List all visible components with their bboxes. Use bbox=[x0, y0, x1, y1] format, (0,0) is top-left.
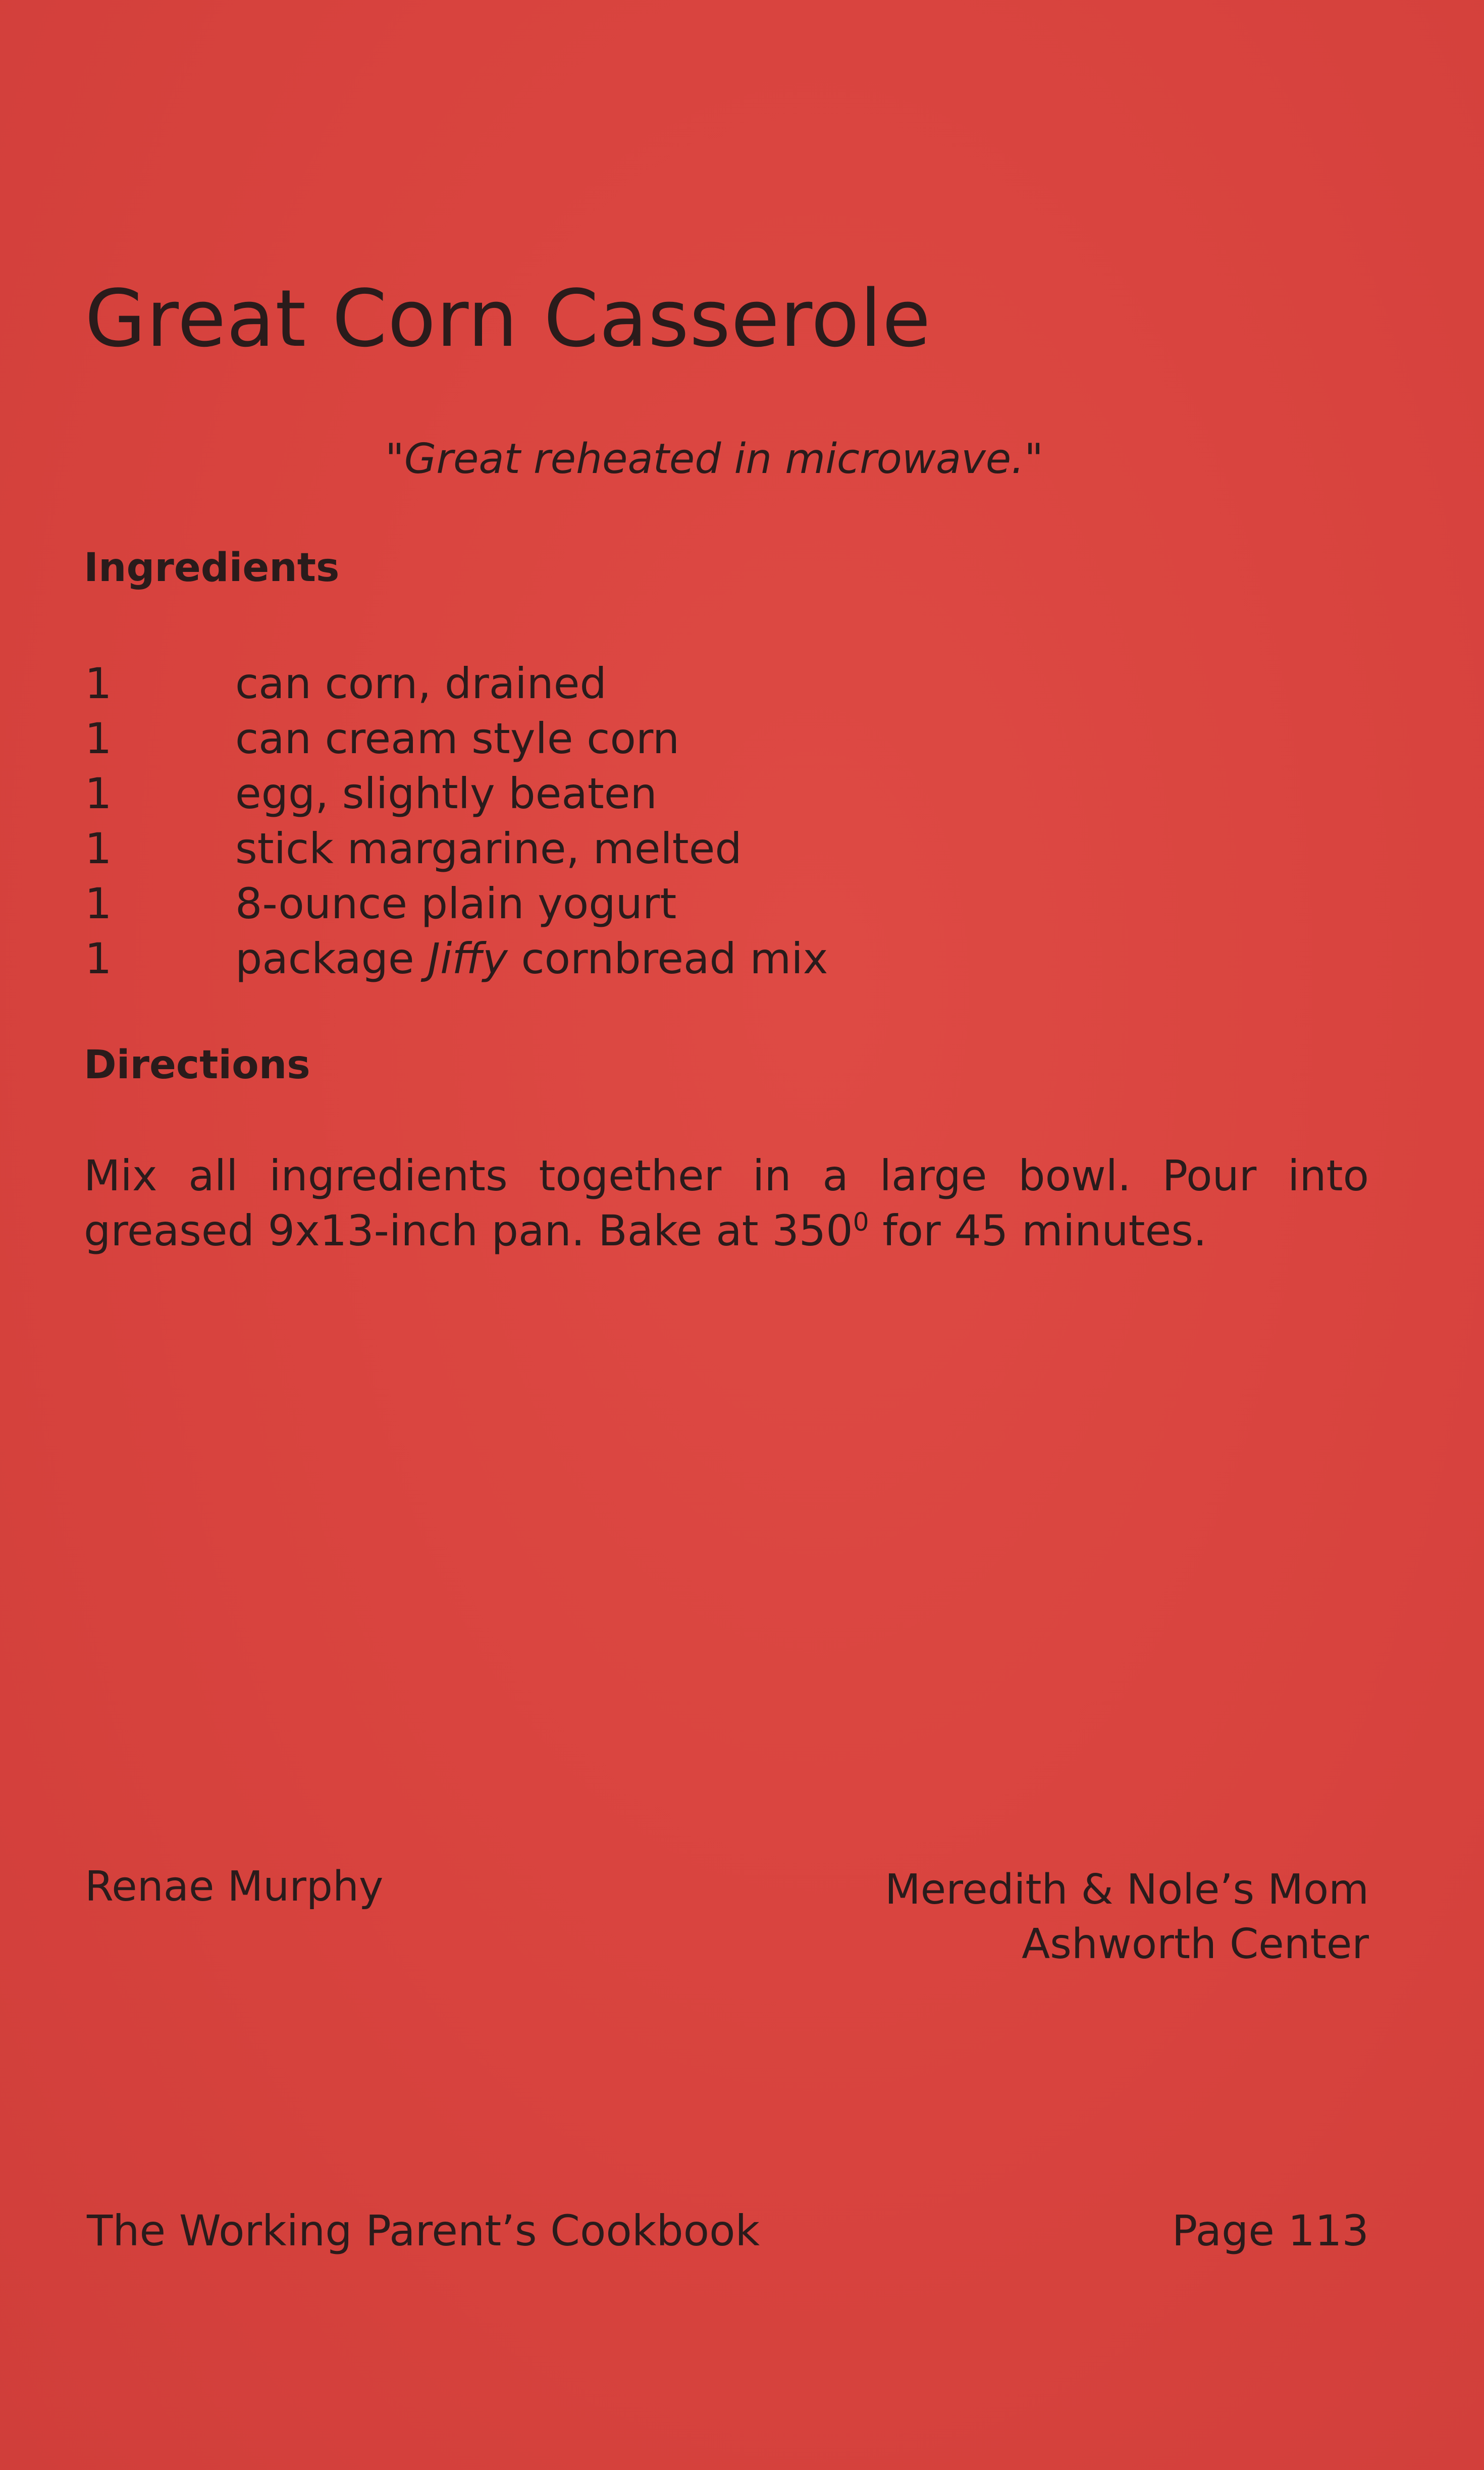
directions-body-end: for 45 minutes. bbox=[869, 1206, 1207, 1255]
ingredient-item bbox=[85, 821, 1347, 876]
contributor-affiliation bbox=[885, 1863, 1369, 1972]
ingredient-quantity: 1 bbox=[85, 824, 112, 873]
contributor-center: Ashworth Center bbox=[1022, 1920, 1369, 1968]
directions-heading: Directions bbox=[84, 1042, 310, 1088]
ingredient-quantity: 1 bbox=[85, 769, 112, 818]
ingredients-heading: Ingredients bbox=[84, 545, 340, 591]
ingredient-description: 8-ounce plain yogurt bbox=[235, 879, 677, 928]
degree-mark: 0 bbox=[853, 1207, 869, 1237]
ingredient-description: egg, slightly beaten bbox=[235, 769, 657, 818]
ingredient-text: package bbox=[235, 934, 428, 983]
brand-name: Jiffy bbox=[428, 934, 508, 983]
ingredient-quantity: 1 bbox=[85, 714, 112, 763]
contributor-relation: Meredith & Nole’s Mom bbox=[885, 1866, 1369, 1914]
ingredient-description: stick margarine, melted bbox=[235, 824, 742, 873]
page-number: Page 113 bbox=[1172, 2206, 1369, 2255]
ingredient-description: can corn, drained bbox=[235, 659, 607, 708]
ingredient-item bbox=[85, 766, 1347, 821]
ingredient-description: can cream style corn bbox=[235, 714, 680, 763]
book-title: The Working Parent’s Cookbook bbox=[87, 2206, 760, 2255]
ingredient-item bbox=[85, 711, 1347, 766]
recipe-quote: "Great reheated in microwave." bbox=[385, 435, 1043, 483]
directions-body: Mix all ingredients together in a large bowl. Pour into greased 9x13-inch pan. Bake at 350 bbox=[84, 1151, 1369, 1255]
recipe-title: Great Corn Casserole bbox=[85, 273, 931, 364]
ingredient-list bbox=[85, 656, 1347, 986]
ingredient-item bbox=[85, 656, 1347, 711]
ingredient-quantity: 1 bbox=[85, 879, 112, 928]
ingredient-description bbox=[235, 931, 828, 986]
contributor-name: Renae Murphy bbox=[85, 1863, 384, 1911]
ingredient-quantity: 1 bbox=[85, 659, 112, 708]
ingredient-item bbox=[85, 931, 1347, 986]
directions-text bbox=[84, 1148, 1369, 1258]
ingredient-text: cornbread mix bbox=[507, 934, 828, 983]
ingredient-quantity: 1 bbox=[85, 934, 112, 983]
ingredient-item bbox=[85, 876, 1347, 931]
